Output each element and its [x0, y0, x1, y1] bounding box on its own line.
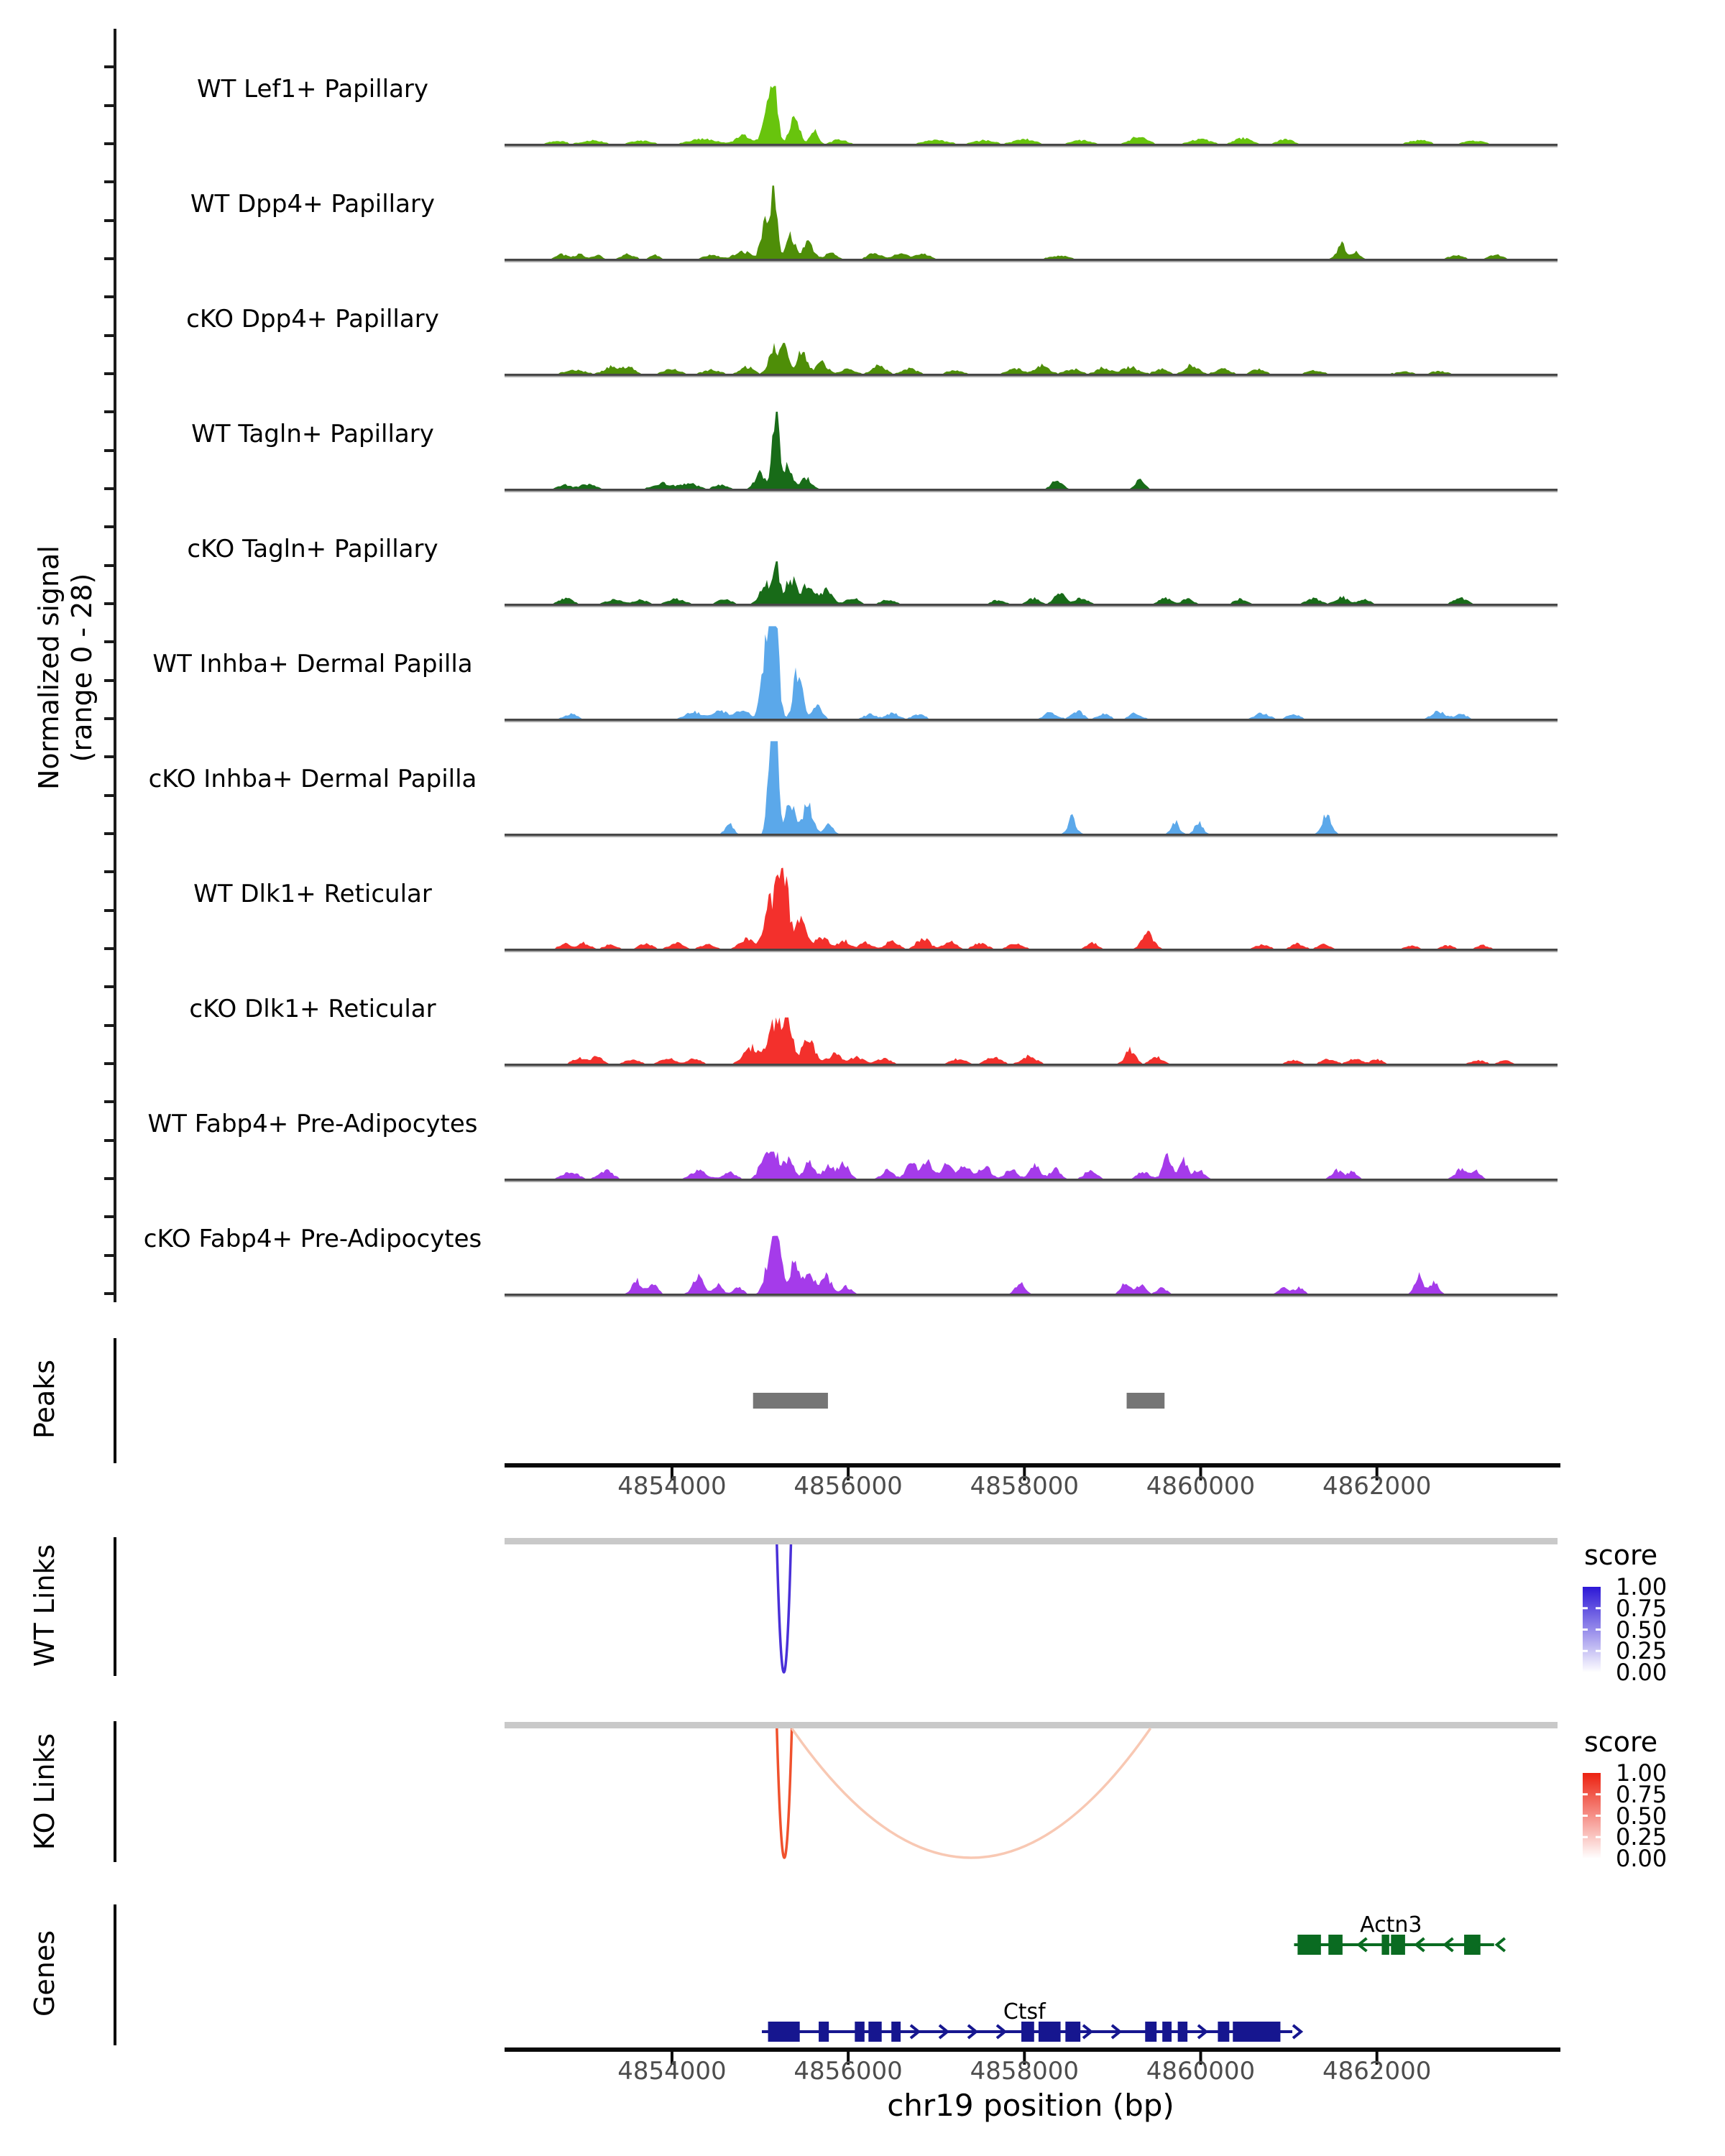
y-axis-tick — [104, 334, 115, 337]
track-baseline-shadow — [505, 146, 1558, 147]
gene-exon-Ctsf — [768, 2022, 800, 2042]
track-baseline — [505, 1294, 1558, 1296]
ko-links-legend-tick — [1583, 1836, 1588, 1838]
bottom-x-axis-tick-label: 4858000 — [970, 2057, 1080, 2086]
ko-links-legend-label: 0.00 — [1616, 1845, 1668, 1872]
peaks-bracket — [114, 1338, 116, 1463]
y-axis-tick — [104, 1100, 115, 1103]
track-baseline — [505, 949, 1558, 951]
y-axis-tick — [104, 870, 115, 873]
x-axis-tick-label: 4860000 — [1146, 1472, 1256, 1501]
track-baseline — [505, 144, 1558, 146]
track-label-2: WT Dpp4+ Papillary — [190, 190, 436, 218]
gene-exon-Ctsf — [1145, 2022, 1156, 2042]
bottom-x-axis — [505, 2047, 1560, 2052]
track-baseline-shadow — [505, 951, 1558, 952]
gene-label-Actn3: Actn3 — [1360, 1912, 1422, 1938]
track-label-11: cKO Fabp4+ Pre-Adipocytes — [143, 1225, 482, 1253]
track-baseline-shadow — [505, 491, 1558, 492]
ko-links-legend-tick — [1596, 1815, 1601, 1817]
signal-area-9 — [505, 1018, 1558, 1064]
track-baseline — [505, 604, 1558, 606]
y-axis-tick — [104, 487, 115, 490]
gene-strand-chevron — [1497, 1938, 1505, 1951]
gene-exon-Ctsf — [1065, 2022, 1080, 2042]
y-axis-tick — [104, 679, 115, 682]
track-baseline — [505, 259, 1558, 261]
section-label-ko-links: KO Links — [29, 1733, 60, 1851]
gene-exon-Actn3 — [1297, 1935, 1320, 1955]
gene-exon-Ctsf — [855, 2022, 864, 2042]
x-axis-tick-label: 4858000 — [970, 1472, 1080, 1501]
y-axis-tick — [104, 1215, 115, 1218]
track-baseline-shadow — [505, 261, 1558, 262]
y-axis-tick — [104, 372, 115, 375]
y-axis-tick — [104, 1254, 115, 1257]
ko-links-legend-tick — [1596, 1836, 1601, 1838]
x-axis-tick-label: 4862000 — [1322, 1472, 1432, 1501]
x-axis-title: chr19 position (bp) — [887, 2088, 1174, 2123]
signal-area-4 — [505, 412, 1558, 489]
y-axis-tick — [104, 1139, 115, 1142]
gene-exon-Ctsf — [891, 2022, 901, 2042]
y-axis-tick — [104, 909, 115, 912]
wt-links-legend-label: 1.00 — [1616, 1573, 1668, 1600]
peaks-x-axis — [505, 1463, 1560, 1468]
bottom-x-axis-tick-label: 4856000 — [794, 2057, 903, 2086]
signal-area-7 — [505, 741, 1558, 834]
gene-exon-Ctsf — [868, 2022, 881, 2042]
y-axis-tick — [104, 410, 115, 413]
y-axis-tick — [104, 755, 115, 758]
ko-links-bracket — [114, 1721, 116, 1862]
gene-strand-chevron — [1293, 2025, 1301, 2038]
wt-links-legend-label: 0.50 — [1616, 1616, 1668, 1644]
wt-links-legend-tick — [1596, 1628, 1601, 1631]
gene-exon-Ctsf — [1162, 2022, 1172, 2042]
wt-links-legend-label: 0.75 — [1616, 1594, 1668, 1622]
track-baseline-shadow — [505, 1296, 1558, 1297]
gene-exon-Actn3 — [1328, 1935, 1343, 1955]
y-axis-tick — [104, 564, 115, 567]
ko-links-legend-label: 1.00 — [1616, 1759, 1668, 1787]
x-axis-tick-label: 4856000 — [794, 1472, 903, 1501]
track-baseline-shadow — [505, 1066, 1558, 1067]
gene-exon-Ctsf — [1039, 2022, 1061, 2042]
gene-label-Ctsf: Ctsf — [1003, 1999, 1046, 2024]
wt-links-legend-tick — [1596, 1650, 1601, 1652]
bottom-x-axis-tick-label: 4860000 — [1146, 2057, 1256, 2086]
y-axis-tick — [104, 602, 115, 605]
ko-links-score-legend-title: score — [1584, 1726, 1658, 1758]
wt-links-bracket — [114, 1537, 116, 1676]
track-label-5: cKO Tagln+ Papillary — [187, 535, 438, 563]
track-label-9: cKO Dlk1+ Reticular — [189, 995, 436, 1023]
signal-area-5 — [505, 561, 1558, 604]
signal-area-3 — [505, 343, 1558, 374]
track-baseline-shadow — [505, 376, 1558, 377]
wt-links-legend-tick — [1583, 1650, 1588, 1652]
ko-links-legend-label: 0.50 — [1616, 1802, 1668, 1830]
signal-area-11 — [505, 1236, 1558, 1294]
section-label-genes: Genes — [29, 1930, 60, 2017]
ko-links-arc-1 — [777, 1728, 792, 1858]
gene-exon-Ctsf — [1178, 2022, 1187, 2042]
signal-area-1 — [505, 86, 1558, 144]
signal-area-6 — [505, 626, 1558, 719]
gene-exon-Ctsf — [819, 2022, 829, 2042]
peak-interval — [1127, 1393, 1165, 1409]
gene-exon-Actn3 — [1381, 1935, 1389, 1955]
wt-links-legend-label: 0.00 — [1616, 1659, 1668, 1686]
y-axis-tick — [104, 180, 115, 183]
ko-links-legend-tick — [1583, 1815, 1588, 1817]
y-axis-tick — [104, 449, 115, 452]
y-axis-title-line1: Normalized signal — [33, 545, 65, 790]
track-label-6: WT Inhba+ Dermal Papilla — [152, 650, 473, 678]
gene-exon-Ctsf — [1233, 2022, 1280, 2042]
track-baseline — [505, 374, 1558, 376]
section-label-peaks: Peaks — [29, 1359, 60, 1439]
ko-links-legend-label: 0.75 — [1616, 1780, 1668, 1808]
track-label-10: WT Fabp4+ Pre-Adipocytes — [147, 1110, 478, 1138]
y-axis-tick — [104, 1062, 115, 1065]
ko-links-legend-tick — [1583, 1793, 1588, 1795]
track-baseline-shadow — [505, 836, 1558, 837]
y-axis-tick — [104, 104, 115, 107]
track-baseline — [505, 1179, 1558, 1181]
gene-exon-Ctsf — [1218, 2022, 1229, 2042]
track-label-1: WT Lef1+ Papillary — [196, 75, 429, 103]
y-axis-tick — [104, 985, 115, 988]
track-label-3: cKO Dpp4+ Papillary — [186, 305, 439, 333]
track-baseline-shadow — [505, 606, 1558, 607]
track-baseline-shadow — [505, 721, 1558, 722]
y-axis-tick — [104, 142, 115, 145]
y-axis-tick — [104, 65, 115, 68]
x-axis-tick-label: 4854000 — [617, 1472, 727, 1501]
track-baseline-shadow — [505, 1181, 1558, 1182]
y-axis-tick — [104, 219, 115, 222]
y-axis-tick — [104, 257, 115, 260]
y-axis-tick — [104, 295, 115, 298]
y-axis-tick — [104, 717, 115, 720]
track-baseline — [505, 719, 1558, 721]
gene-exon-Ctsf — [1021, 2022, 1034, 2042]
genes-bracket — [114, 1904, 116, 2045]
y-axis-tick — [104, 640, 115, 643]
track-baseline — [505, 489, 1558, 491]
track-label-4: WT Tagln+ Papillary — [191, 420, 434, 448]
wt-links-legend-tick — [1583, 1628, 1588, 1631]
signal-area-8 — [505, 868, 1558, 949]
wt-links-legend-tick — [1583, 1607, 1588, 1609]
track-label-8: WT Dlk1+ Reticular — [193, 880, 432, 908]
ko-links-arc-2 — [792, 1728, 1151, 1858]
y-axis-tick — [104, 1292, 115, 1295]
track-baseline — [505, 834, 1558, 836]
y-axis-tick — [104, 1024, 115, 1027]
wt-links-legend-tick — [1596, 1607, 1601, 1609]
y-axis-tick — [104, 947, 115, 950]
bottom-x-axis-tick-label: 4862000 — [1322, 2057, 1432, 2086]
y-axis-tick — [104, 832, 115, 835]
ko-links-legend-label: 0.25 — [1616, 1823, 1668, 1851]
wt-links-baseline-bar — [505, 1538, 1558, 1544]
wt-links-legend-label: 0.25 — [1616, 1637, 1668, 1665]
wt-links-arc-1 — [777, 1544, 791, 1672]
ko-links-baseline-bar — [505, 1722, 1558, 1728]
y-axis-tick — [104, 794, 115, 797]
y-axis-title-line2: (range 0 - 28) — [66, 573, 98, 763]
wt-links-score-legend-title: score — [1584, 1539, 1658, 1571]
gene-exon-Actn3 — [1464, 1935, 1481, 1955]
peak-interval — [753, 1393, 828, 1409]
y-axis-tick — [104, 525, 115, 528]
bottom-x-axis-tick-label: 4854000 — [617, 2057, 727, 2086]
gene-exon-Actn3 — [1391, 1935, 1405, 1955]
track-label-7: cKO Inhba+ Dermal Papilla — [148, 765, 477, 793]
signal-area-2 — [505, 185, 1558, 259]
ko-links-legend-tick — [1596, 1793, 1601, 1795]
y-axis-tick — [104, 1177, 115, 1180]
track-baseline — [505, 1064, 1558, 1066]
signal-area-10 — [505, 1152, 1558, 1179]
section-label-wt-links: WT Links — [29, 1544, 60, 1667]
